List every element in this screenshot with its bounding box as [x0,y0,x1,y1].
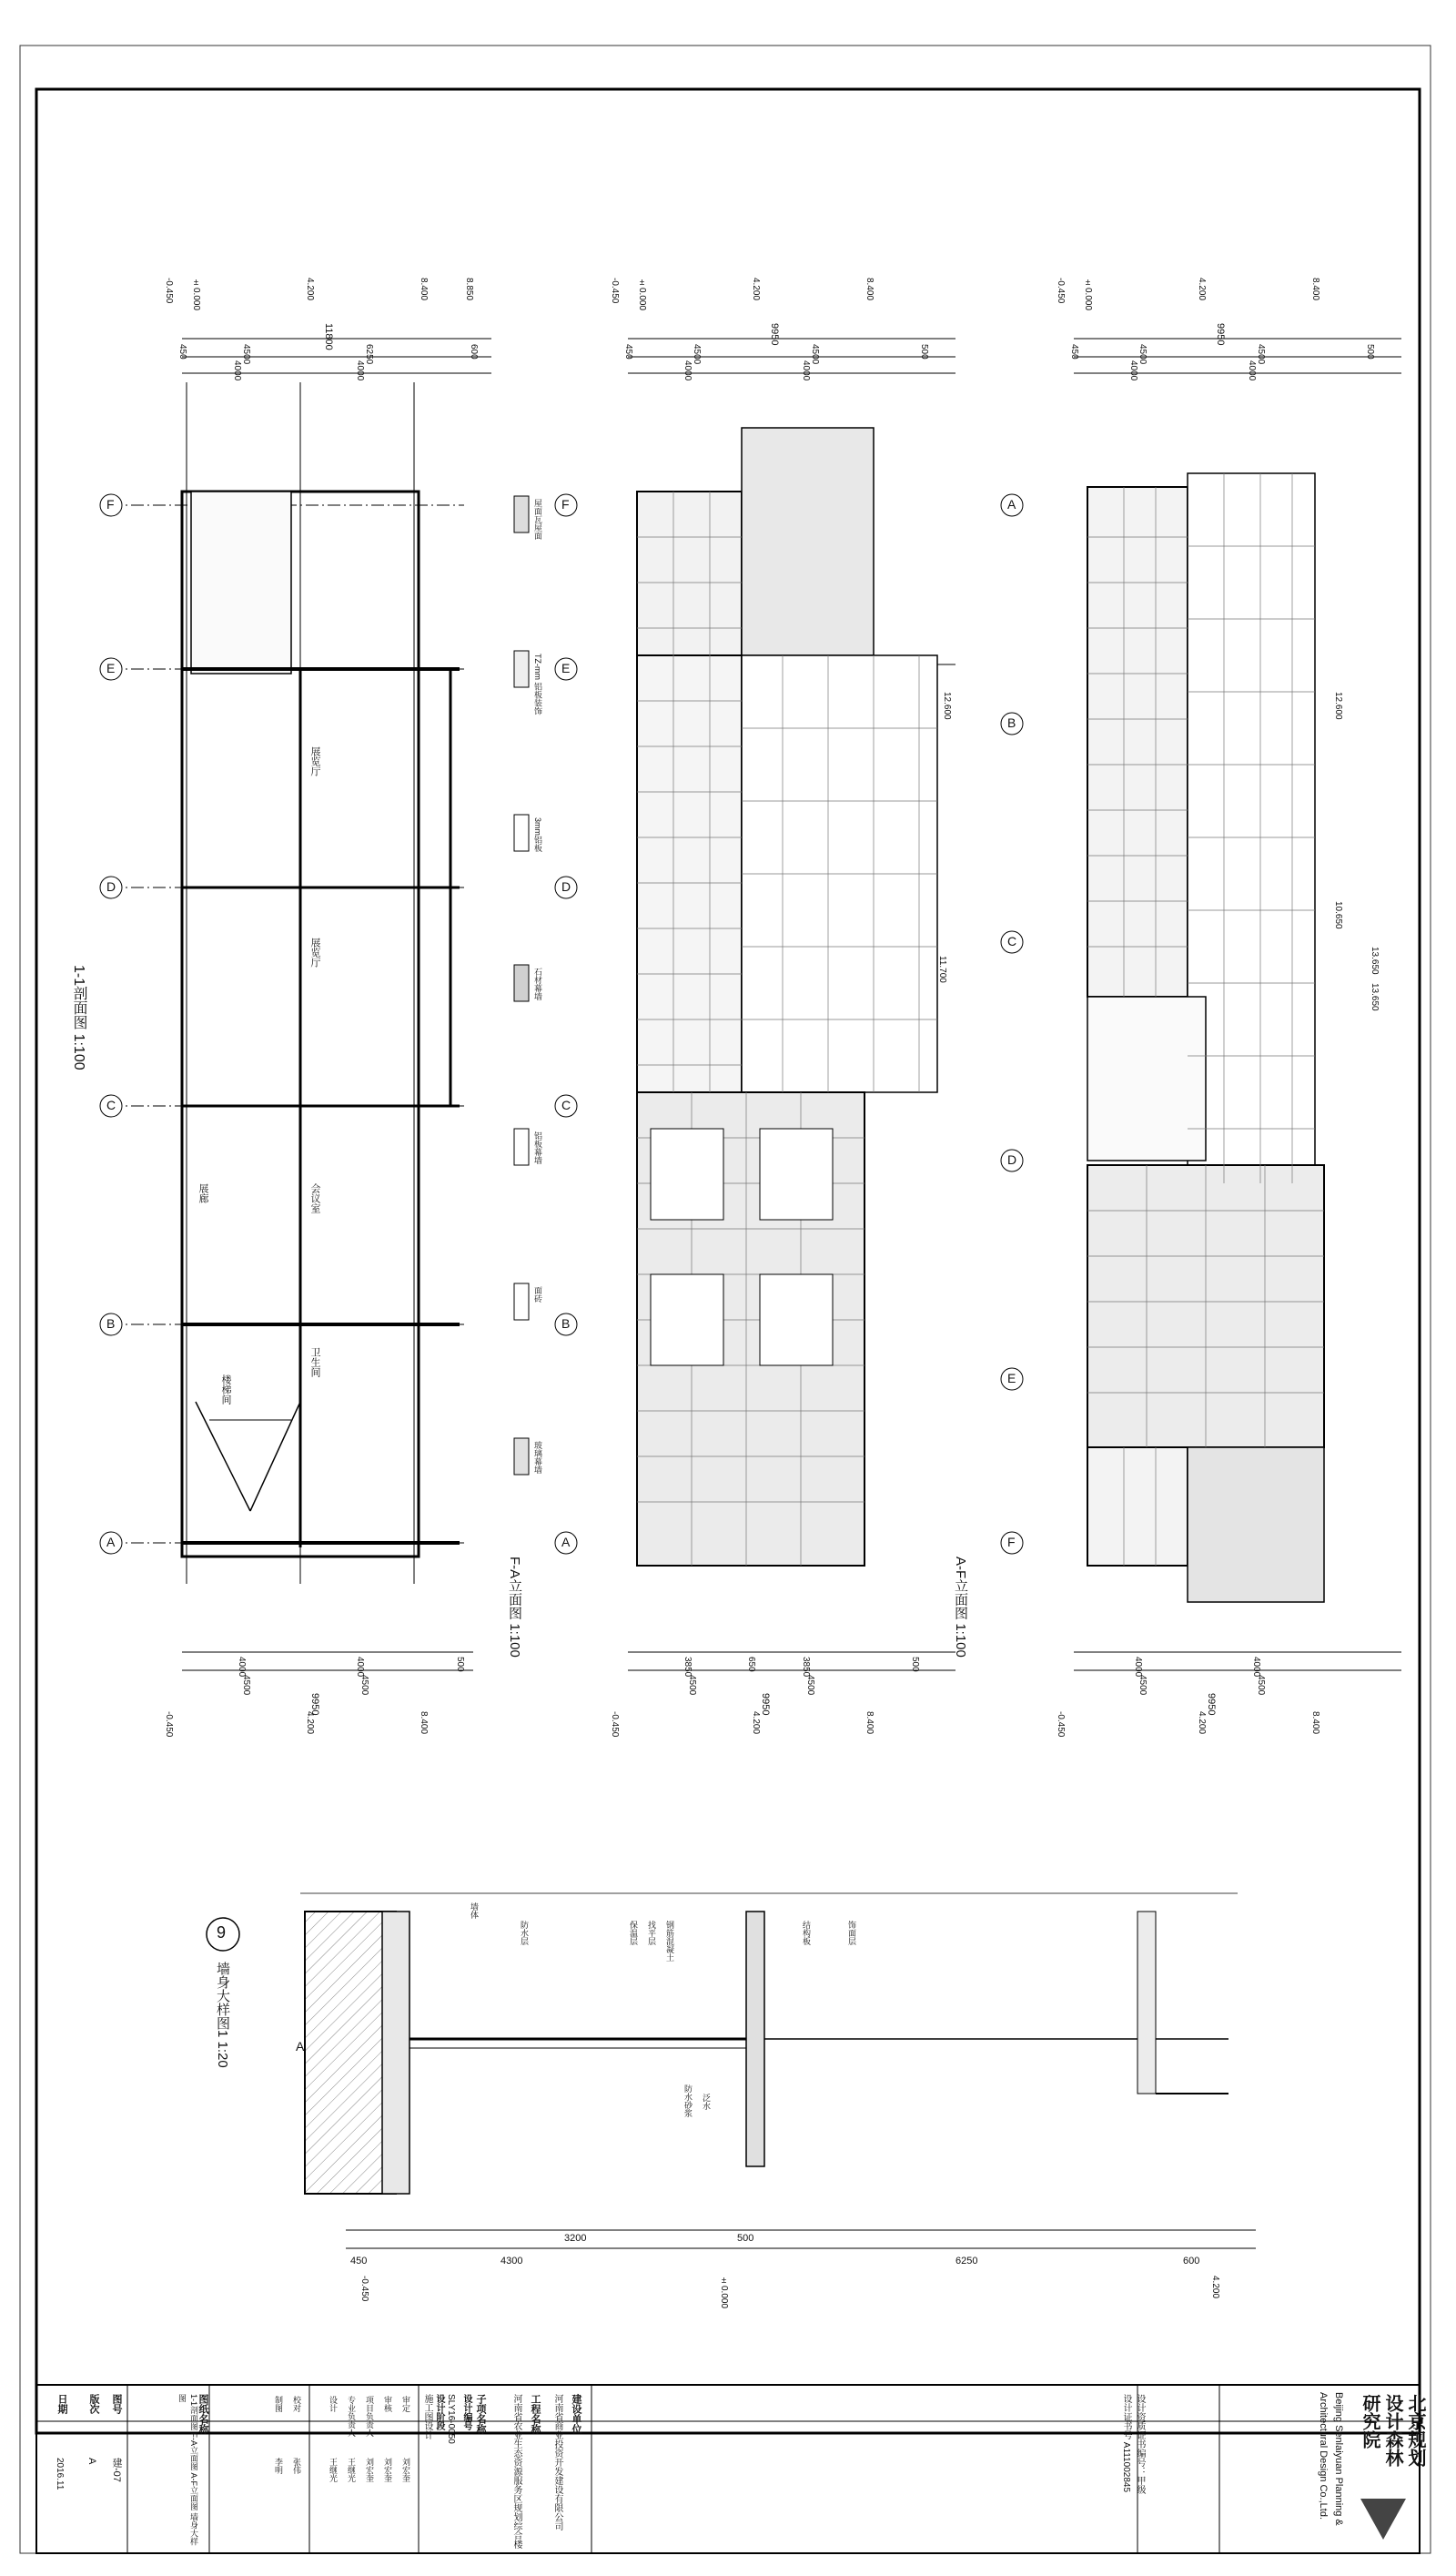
legend-label: 石材幕墙 [533,968,542,1000]
elev-level-label: 13.650 [1370,983,1380,1011]
dim: 4500 [1256,1675,1266,1696]
axis-label: B [1007,715,1016,730]
project-label: 工程名称 [530,2394,541,2434]
detail-dim: 600 [1183,2256,1200,2267]
axis-label: D [1007,1152,1017,1167]
axis-label: F [561,497,570,512]
detail-note: 防水砂浆 [683,2084,693,2117]
role-label: 项目负责人 [365,2396,374,2437]
legend-label: 铝板幕墙 [533,1131,542,1164]
dim: 4000 [682,360,693,381]
room-label: 展览厅 [309,746,320,776]
dim: 4000 [1251,1657,1261,1678]
section-axis-bubbles [100,494,122,1554]
detail-number: 9 [217,1923,227,1942]
owner-label: 建设单位 [571,2394,581,2434]
role-label: 校对 [292,2396,301,2412]
sheet-name: 1-1剖面图 F-A立面图 A-F立面图 墙身大样图 [177,2394,198,2546]
axis-label: B [561,1316,571,1331]
dim: 500 [919,344,929,360]
dim: 4000 [237,1657,247,1678]
level-mark: -0.450 [1056,1711,1066,1738]
room-label: 展览厅 [309,938,320,968]
elev-f-a-title: F-A立面图 1:100 [507,1557,522,1658]
dim: 4500 [1138,1675,1148,1696]
dim: 4500 [359,1675,369,1696]
room-label: 会议室 [309,1183,320,1213]
role-name: 李明 [274,2458,283,2474]
detail-note: 墙体 [470,1902,479,1919]
role-label: 设计 [329,2396,338,2412]
room-label: 展廊 [197,1183,208,1203]
dim: 4500 [1256,344,1266,365]
axis-label: C [1007,934,1017,948]
axis-label: B [106,1316,116,1331]
room-label: 卫生间 [309,1347,320,1377]
design-no-label: 设计编号 [461,2394,471,2430]
dim: 4500 [692,344,702,365]
level-mark: 8.400 [419,1711,429,1735]
version-label: 版次 [88,2394,99,2414]
dim: 4500 [1138,344,1148,365]
elev-f-a-axis-bubbles [555,494,577,1554]
axis-label: D [561,879,571,894]
level-mark: 4.200 [1197,1711,1207,1735]
detail-note: 泛水 [702,2094,711,2110]
level-mark: 8.850 [464,278,474,301]
role-name: 王继光 [329,2458,338,2482]
detail-title: 墙身大样图1 1:20 [215,1962,230,2068]
dim: 4000 [1133,1657,1143,1678]
owner-value: 河南省商业投资开发建设有限公司 [552,2394,562,2530]
stage-label: 设计阶段 [434,2394,444,2430]
certificate-2: 设计证书号 A111002845 [1121,2394,1131,2493]
dim: 4000 [1247,360,1257,381]
dim: 450 [1069,344,1079,360]
level-mark: ±0.000 [637,278,647,311]
detail-note: 防水层 [520,1921,529,1945]
level-mark: 4.200 [305,278,315,301]
detail-dim: 450 [350,2256,368,2267]
elevation-f-a [628,339,956,1670]
detail-note: 结构板 [802,1921,811,1945]
axis-label: A [296,2039,305,2054]
axis-label: A [106,1535,116,1549]
company-name-3: 研究院 [1360,2394,1380,2449]
legend-label: 屋面瓦屋面 [533,499,542,540]
dim: 4500 [810,344,820,365]
dim: 500 [455,1657,465,1672]
dim-total: 11800 [323,323,334,350]
dim: 4000 [801,360,811,381]
elev-a-f-axis-bubbles [1001,494,1023,1554]
company-name-en-2: Architectural Design Co.,Ltd. [1318,2392,1329,2520]
version: A [86,2458,97,2465]
dim-total: 9950 [1206,1693,1217,1716]
date: 2016.11 [55,2458,65,2490]
company-name-1: 北京规划 [1405,2394,1425,2467]
level-mark: 8.400 [1310,1711,1320,1735]
section-1-1 [109,339,491,1670]
level-mark: ±0.000 [719,2276,729,2309]
design-no: SLY16-0050 [446,2394,456,2444]
elev-level-label: 12.600 [1333,692,1343,720]
dim: 4000 [355,1657,365,1678]
detail-note: 钢筋混凝土 [665,1921,674,1962]
dim: 4000 [1128,360,1138,381]
level-mark: 4.200 [1210,2276,1220,2299]
section-title: 1-1剖面图 1:100 [71,965,86,1070]
dim: 6250 [364,344,374,365]
level-mark: ±0.000 [191,278,201,311]
axis-label: E [561,661,571,675]
level-mark: ±0.000 [1083,278,1093,311]
role-name: 刘宏奎 [383,2458,392,2482]
axis-label: F [1007,1535,1016,1549]
axis-label: D [106,879,116,894]
project-value: 河南省农业生态资源服务区规划综合楼 [511,2394,521,2549]
stage: 施工图设计 [422,2394,432,2439]
sheet-name-label: 图纸名称 [197,2394,208,2434]
subproject-label: 子项名称 [475,2394,486,2434]
dim: 3850 [801,1657,811,1678]
elev-level-label: 13.650 [1370,947,1380,975]
level-mark: -0.450 [610,278,620,304]
dim: 3850 [682,1657,693,1678]
level-mark: -0.450 [164,278,174,304]
level-mark: 4.200 [751,278,761,301]
level-mark: -0.450 [1056,278,1066,304]
dim: 4000 [232,360,242,381]
level-mark: -0.450 [164,1711,174,1738]
detail-note: 找平层 [647,1921,656,1945]
date-label: 日期 [56,2394,67,2414]
material-legend [514,496,529,1475]
wall-detail [207,1893,1256,2248]
sheet-no: 建-07 [111,2458,122,2482]
level-mark: 8.400 [864,1711,875,1735]
company-name-en-1: Beijing Senlaiyuan Planning & [1333,2392,1344,2526]
role-name: 王继光 [347,2458,356,2482]
level-mark: -0.450 [610,1711,620,1738]
dim: 4500 [241,1675,251,1696]
legend-label: 面砖 [533,1286,542,1303]
detail-dim: 6250 [956,2256,978,2267]
detail-dim: 500 [737,2233,754,2244]
dim: 4000 [355,360,365,381]
level-mark: 4.200 [305,1711,315,1735]
role-label: 审定 [401,2396,410,2412]
axis-label: A [561,1535,571,1549]
role-name: 刘宏奎 [401,2458,410,2482]
axis-label: E [1007,1371,1016,1385]
axis-label: A [1007,497,1016,512]
elev-level-label: 10.650 [1333,901,1343,929]
dim: 4500 [805,1675,815,1696]
detail-dim: 4300 [500,2256,523,2267]
legend-label: 玻璃幕墙 [533,1441,542,1474]
dim: 4500 [241,344,251,365]
axis-label: C [106,1098,116,1112]
level-mark: 8.400 [864,278,875,301]
level-mark: 4.200 [1197,278,1207,301]
dim-total: 9950 [1215,323,1226,346]
axis-label: F [106,497,115,512]
role-label: 制图 [274,2396,283,2412]
dim: 4500 [687,1675,697,1696]
detail-dim: 3200 [564,2233,587,2244]
elev-level-label: 11.700 [937,956,947,983]
company-logo [1360,2499,1406,2540]
detail-note: 保温层 [629,1921,638,1945]
dim: 650 [746,1657,756,1672]
elev-level-label: 12.600 [942,692,952,720]
level-mark: 8.400 [1310,278,1320,301]
role-name: 张伟 [292,2458,301,2474]
sheet-no-label: 图号 [111,2394,122,2414]
dim-total: 9950 [309,1693,320,1716]
level-mark: -0.450 [359,2276,369,2302]
dim-total: 9950 [769,323,780,346]
elev-a-f-title: A-F立面图 1:100 [953,1557,968,1658]
axis-label: C [561,1098,571,1112]
company-name-2: 设计森林 [1382,2394,1402,2467]
detail-note: 饰面层 [847,1921,856,1945]
level-mark: 8.400 [419,278,429,301]
role-label: 专业负责人 [347,2396,356,2437]
dim: 600 [469,344,479,360]
dim-total: 9950 [760,1693,771,1716]
certificate-1: 设计资质证书编号：甲级 [1135,2394,1145,2494]
level-mark: 4.200 [751,1711,761,1735]
axis-label: E [106,661,116,675]
role-label: 审核 [383,2396,392,2412]
room-label: 楼梯间 [220,1374,231,1405]
dim: 450 [623,344,633,360]
title-block-frame [36,2385,1420,2553]
dim: 500 [1365,344,1375,360]
legend-label: 3mm铝板 [533,817,542,852]
dim: 450 [177,344,187,360]
legend-label: TZ-mm 铝板装饰 [533,654,542,715]
elevation-a-f [1074,339,1401,1670]
dim: 500 [910,1657,920,1672]
role-name: 刘宏奎 [365,2458,374,2482]
